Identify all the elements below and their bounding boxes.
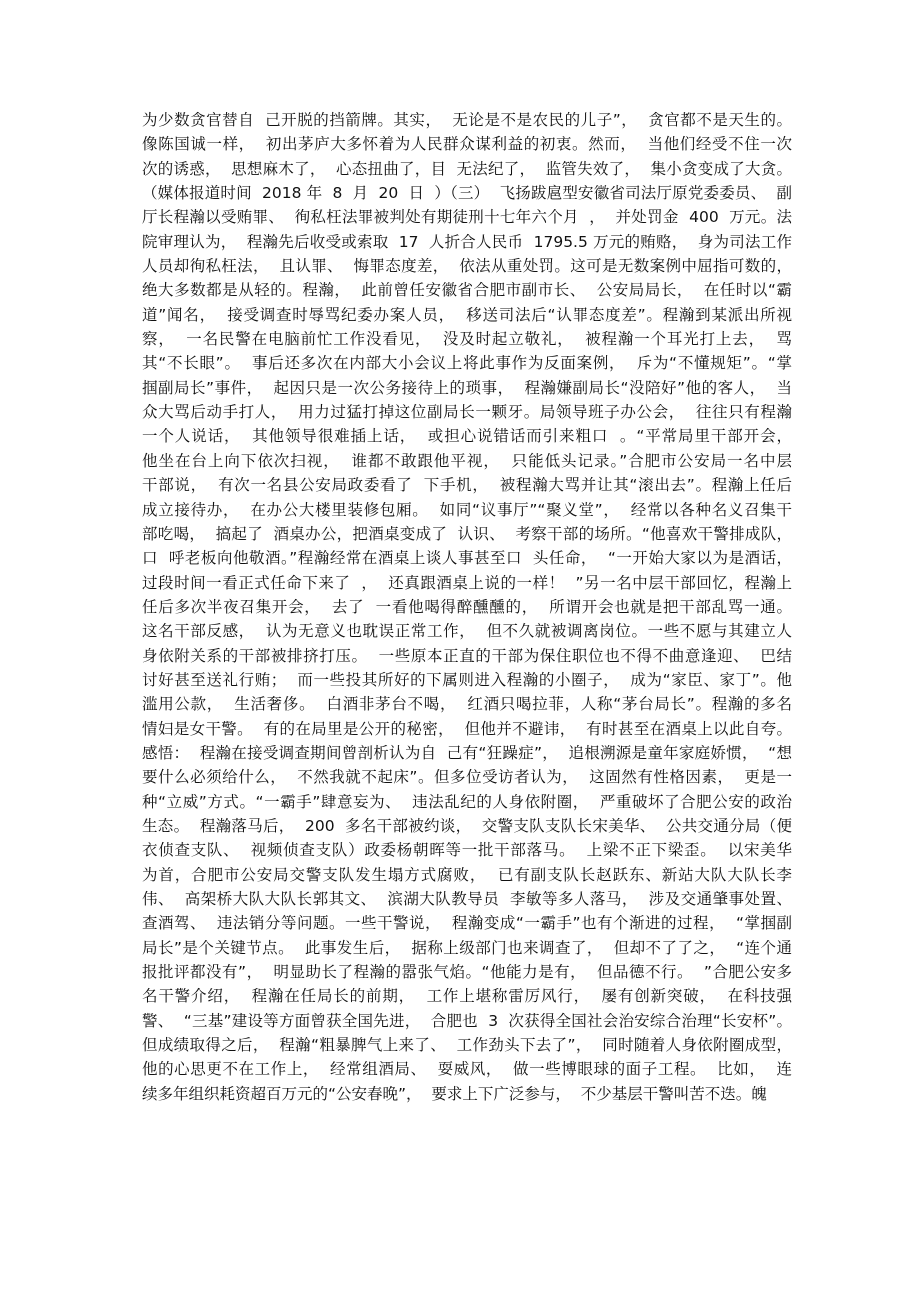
text-line: 成立接待办， 在办公大楼里装修包厢。 如同“议事厅”“聚义堂”， 经常以各种名义召集干 xyxy=(142,500,792,519)
text-line: 其“不长眼”。 事后还多次在内部大小会议上将此事作为反面案例， 斥为“不懂规矩”。“掌 xyxy=(142,354,792,373)
text-line: 衣侦查支队、 视频侦查支队）政委杨朝晖等一批干部落马。 上梁不正下梁歪。 以宋美华 xyxy=(142,841,792,860)
text-line: 任后多次半夜召集开会， 去了 一看他喝得醉醺醺的， 所谓开会也就是把干部乱骂一通。 xyxy=(142,597,792,616)
text-line: 身依附关系的干部被排挤打压。 一些原本正直的干部为保住职位也不得不曲意逢迎、 巴结 xyxy=(142,646,792,665)
text-line: 滥用公款， 生活奢侈。 白酒非茅台不喝， 红酒只喝拉菲，人称“茅台局长”。程瀚的多名 xyxy=(142,695,792,714)
text-line: 过段时间一看正式任命下来了 ， 还真跟酒桌上说的一样！ ”另一名中层干部回忆，程瀚上 xyxy=(142,573,792,592)
text-line: 警、 “三基”建设等方面曾获全国先进， 合肥也 3 次获得全国社会治安综合治理“长安杯”。 xyxy=(142,1011,792,1030)
text-line: 院审理认为， 程瀚先后收受或索取 17 人折合人民币 1795.5 万元的贿赂， 身为司法工作 xyxy=(142,232,792,251)
text-line: 讨好甚至送礼行贿； 而一些投其所好的下属则进入程瀚的小圈子， 成为“家臣、家丁”。他 xyxy=(142,670,792,689)
text-line: 感悟： 程瀚在接受调查期间曾剖析认为自 己有“狂躁症”， 追根溯源是童年家庭娇惯， “想 xyxy=(142,743,792,762)
text-line: 一个人说话， 其他领导很难插上话， 或担心说错话而引来粗口 。“平常局里干部开会， xyxy=(142,427,792,446)
text-line: 为少数贪官替自 己开脱的挡箭牌。其实， 无论是不是农民的儿子”， 贪官都不是天生的。 xyxy=(142,111,792,129)
text-line: 次的诱惑， 思想麻木了， 心态扭曲了，目 无法纪了， 监管失效了， 集小贪变成了大贪。 xyxy=(142,159,792,178)
text-line: 掴副局长”事件， 起因只是一次公务接待上的琐事， 程瀚嫌副局长“没陪好”他的客人， 当 xyxy=(142,378,792,397)
article-body xyxy=(142,108,792,1106)
text-line: 绝大多数都是从轻的。程瀚， 此前曾任安徽省合肥市副市长、 公安局局长， 在任时以“霸 xyxy=(142,281,792,300)
text-line: 报批评都没有”， 明显助长了程瀚的嚣张气焰。“他能力是有， 但品德不行。 ”合肥公安多 xyxy=(142,963,792,982)
text-line: 这名干部反感， 认为无意义也耽误正常工作， 但不久就被调离岗位。一些不愿与其建立人 xyxy=(142,622,792,641)
text-line: 名干警介绍， 程瀚在任局长的前期， 工作上堪称雷厉风行， 屡有创新突破， 在科技强 xyxy=(142,987,792,1006)
text-line: 他坐在台上向下依次扫视， 谁都不敢跟他平视， 只能低头记录。”合肥市公安局一名中层 xyxy=(142,451,792,470)
text-line: （媒体报道时间 2018 年 8 月 20 日 ）（三） 飞扬跋扈型安徽省司法厅原党委委员、 副 xyxy=(142,184,792,203)
text-line: 部吃喝， 搞起了 酒桌办公，把酒桌变成了 认识、 考察干部的场所。“他喜欢干警排成队， xyxy=(142,524,792,543)
text-line: 伟、 高架桥大队大队长郭其文、 滨湖大队教导员 李敏等多人落马， 涉及交通肇事处置、 xyxy=(142,890,792,908)
text-line: 厅长程瀚以受贿罪、 徇私枉法罪被判处有期徒刑十七年六个月 ， 并处罚金 400 万元。法 xyxy=(142,208,792,227)
text-line: 众大骂后动手打人， 用力过猛打掉这位副局长一颗牙。局领导班子办公会， 往往只有程瀚 xyxy=(142,403,792,422)
text-line: 情妇是女干警。 有的在局里是公开的秘密， 但他并不避讳， 有时甚至在酒桌上以此自夸。 xyxy=(142,719,792,738)
text-line: 人员却徇私枉法， 且认罪、 悔罪态度差， 依法从重处罚。这可是无数案例中屈指可数的， xyxy=(142,257,792,276)
text-line: 为首，合肥市公安局交警支队发生塌方式腐败， 已有副支队长赵跃东、新站大队大队长李 xyxy=(142,865,792,884)
text-line: 种“立威”方式。“一霸手”肆意妄为、 违法乱纪的人身依附圈， 严重破坏了合肥公安的政治 xyxy=(142,792,792,811)
text-line: 查酒驾、 违法销分等问题。一些干警说， 程瀚变成“一霸手”也有个渐进的过程， “掌掴副 xyxy=(142,914,792,933)
text-line: 要什么必须给什么， 不然我就不起床”。但多位受访者认为， 这固然有性格因素， 更是一 xyxy=(142,768,792,787)
text-line: 像陈国诚一样， 初出茅庐大多怀着为人民群众谋利益的初衷。然而， 当他们经受不住一次 xyxy=(142,135,792,154)
text-line: 道”闻名， 接受调查时辱骂纪委办案人员， 移送司法后“认罪态度差”。程瀚到某派出所视 xyxy=(142,305,792,324)
text-line: 察， 一名民警在电脑前忙工作没看见， 没及时起立敬礼， 被程瀚一个耳光打上去， 骂 xyxy=(142,330,792,349)
text-line: 但成绩取得之后， 程瀚“粗暴脾气上来了、 工作劲头下去了”， 同时随着人身依附圈成型， xyxy=(142,1036,792,1055)
text-line: 局长”是个关键节点。 此事发生后， 据称上级部门也来调查了， 但却不了了之， “连个通 xyxy=(142,938,792,957)
text-line: 干部说， 有次一名县公安局政委看了 下手机， 被程瀚大骂并让其“滚出去”。程瀚上任后 xyxy=(142,476,792,495)
text-line: 续多年组织耗资超百万元的“公安春晚”， 要求上下广泛参与， 不少基层干警叫苦不迭。魄 xyxy=(142,1084,767,1103)
text-line: 口 呼老板向他敬酒。”程瀚经常在酒桌上谈人事甚至口 头任命， “一开始大家以为是酒话， xyxy=(142,549,792,568)
text-line: 他的心思更不在工作上， 经常组酒局、 耍威风， 做一些博眼球的面子工程。 比如， 连 xyxy=(142,1060,792,1079)
text-line: 生态。 程瀚落马后， 200 多名干部被约谈， 交警支队支队长宋美华、 公共交通分局（便 xyxy=(142,816,792,835)
